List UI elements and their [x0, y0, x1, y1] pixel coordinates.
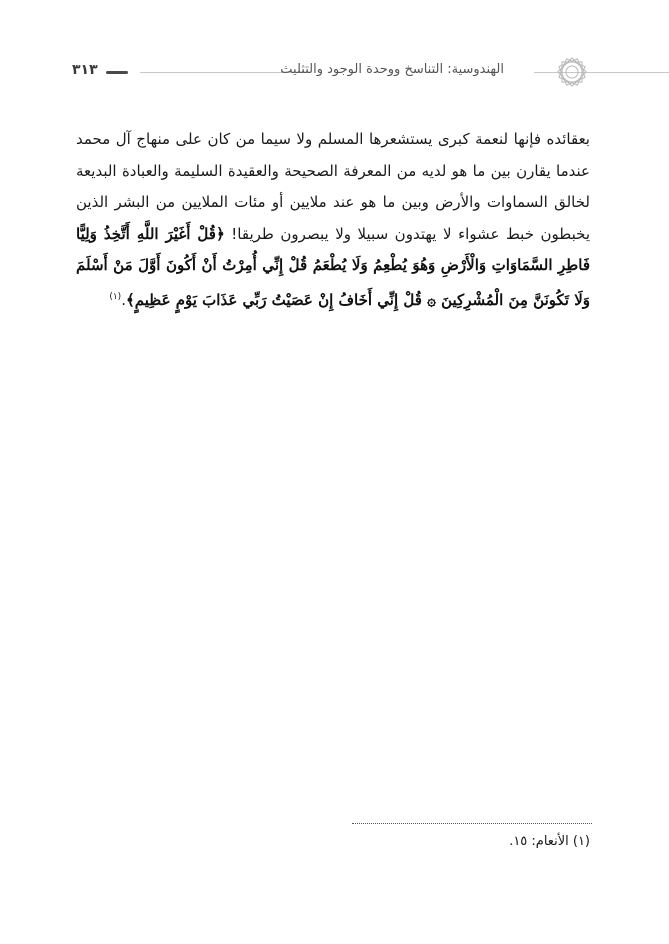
- ornament-icon: [554, 54, 590, 90]
- page-number: ٣١٣: [72, 62, 98, 78]
- footnote: (١) الأنعام: ١٥.: [509, 834, 590, 849]
- end-punctuation: .: [121, 290, 126, 309]
- quran-close-bracket: ﴾: [125, 290, 135, 309]
- paragraph-text: بعقائده فإنها لنعمة كبرى يستشعرها المسلم ولا سيما من كان على منهاج آل محمد عندما يقارن بين ما هو لديه من المعرفة الصحيحة والعقيدة السليمة والعبادة البديعة لخالق السماوات والأرض وبين ما هو عند ملايين أو مئات الملايين من البشر الذين يخبطون خبط عشواء لا يهتدون سبيلا ولا يبصرون طريقا!: [76, 130, 590, 243]
- main-paragraph: [76, 124, 590, 316]
- quran-quote: قُلْ أَغَيْرَ اللَّهِ أَتَّخِذُ وَلِيًّا فَاطِرِ السَّمَاوَاتِ وَالْأَرْضِ وَهُوَ يُطْعِمُ وَلَا يُطْعَمُ قُلْ إِنِّي أُمِرْتُ أَنْ أَكُونَ أَوَّلَ مَنْ أَسْلَمَ وَلَا تَكُونَنَّ مِنَ الْمُشْرِكِينَ ۞ قُلْ إِنِّي أَخَافُ إِنْ عَصَيْتُ رَبِّي عَذَابَ يَوْمٍ عَظِيمٍ: [76, 224, 590, 309]
- footnote-divider: [352, 823, 592, 824]
- footnote-reference[interactable]: (١): [109, 291, 122, 302]
- running-title: الهندوسية: التناسخ ووحدة الوجود والتثليث: [280, 62, 504, 77]
- page-header: [0, 54, 669, 90]
- page-number-dash: [106, 71, 128, 74]
- quran-open-bracket: ﴿: [215, 224, 225, 243]
